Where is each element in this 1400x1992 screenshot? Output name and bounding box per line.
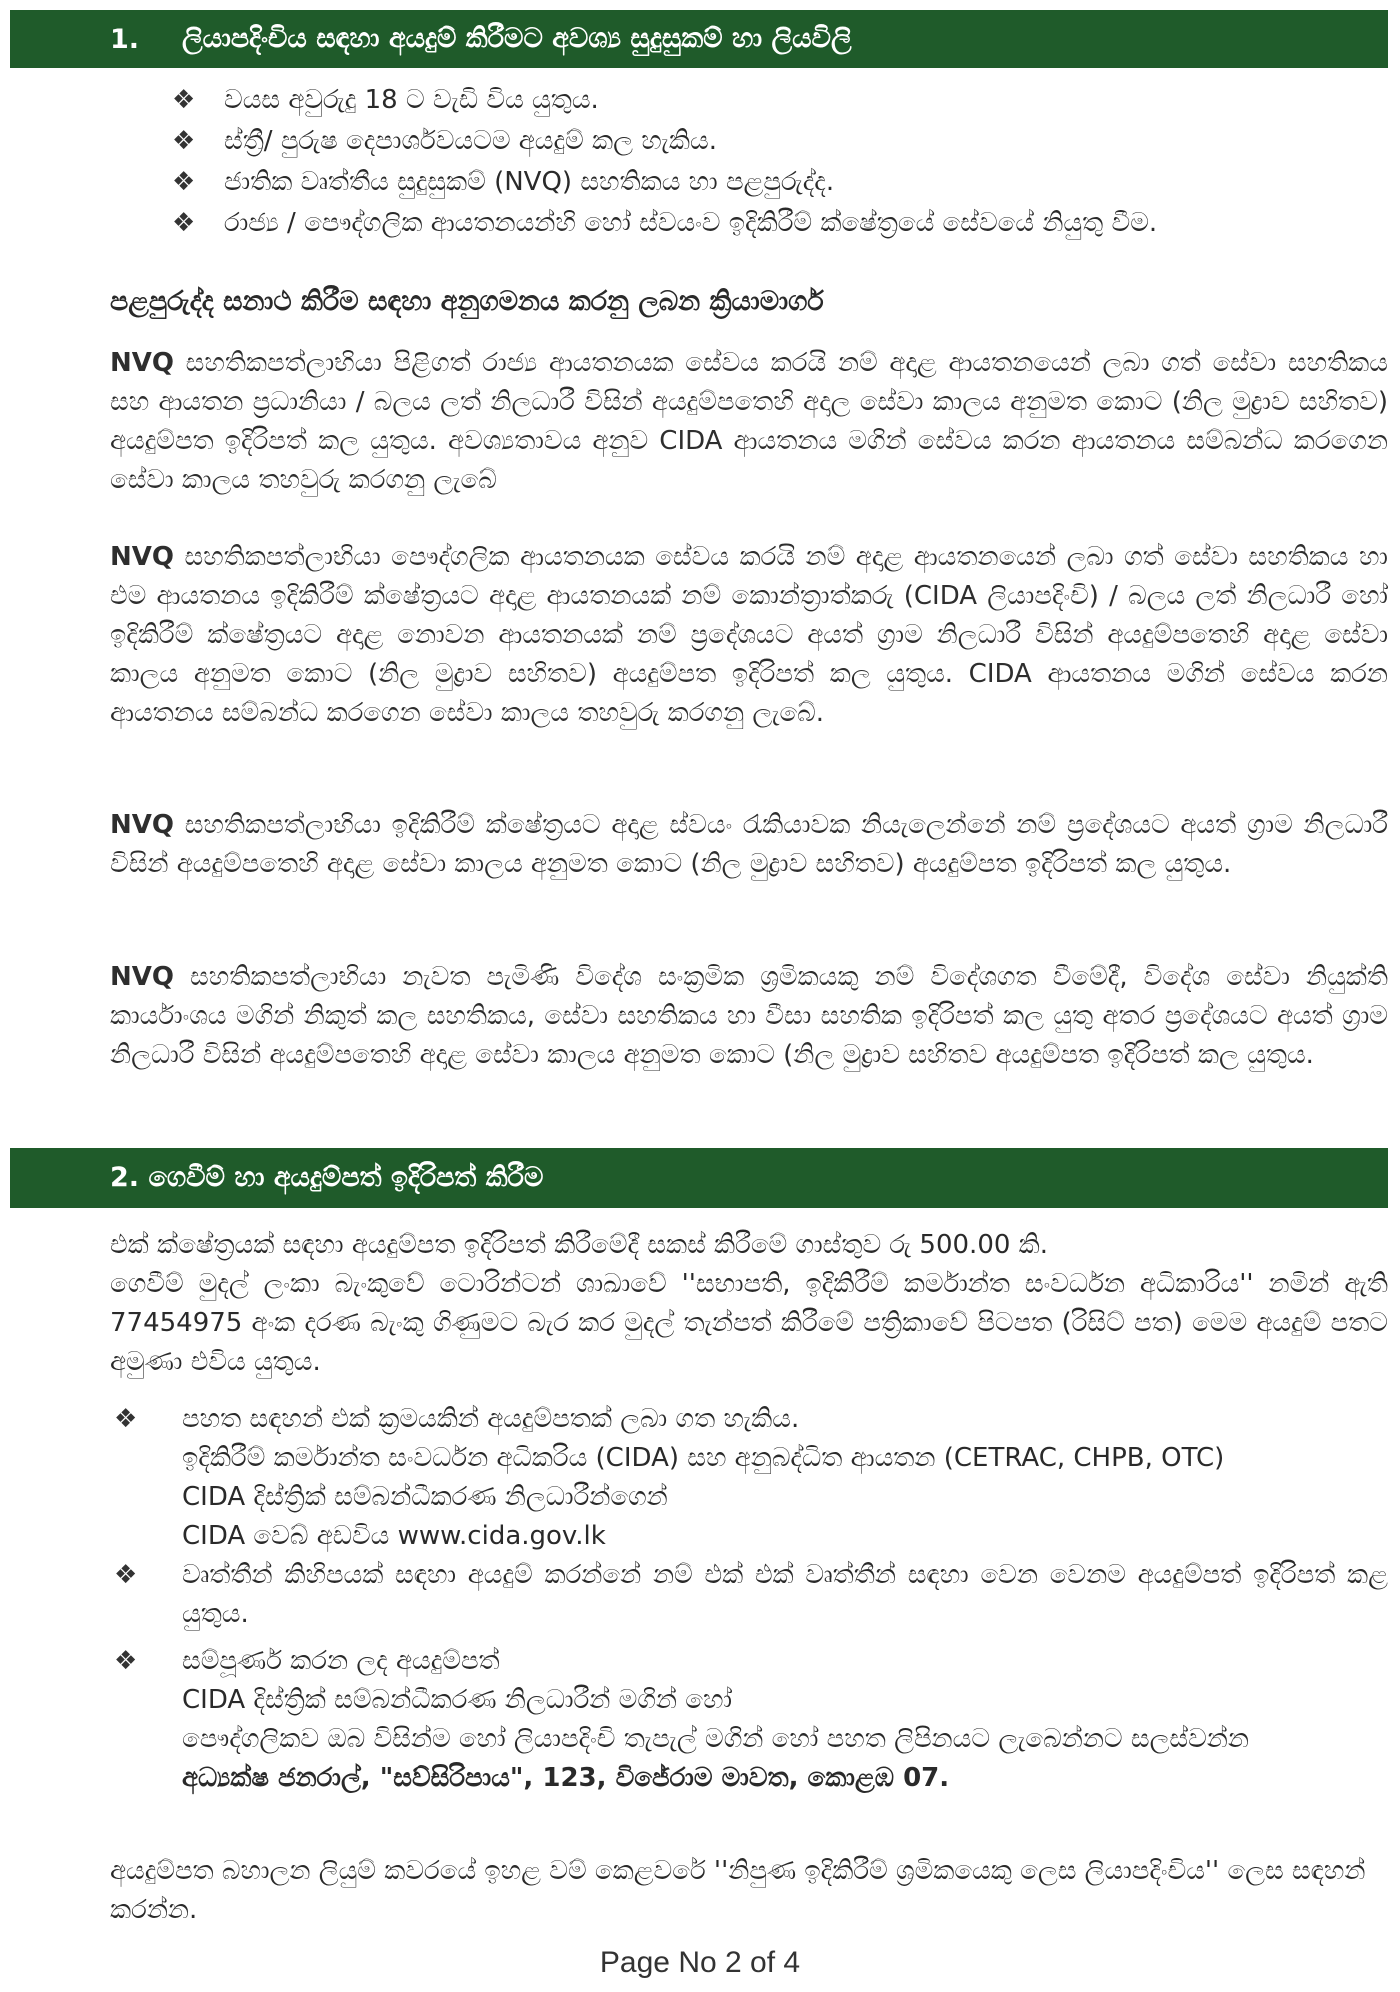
payment-line: ගෙවීම් මුදල් ලංකා බැංකුවේ ටොරින්ටන් ශාඛාවේ ''සභාපති, ඉදිකිරීම් කර්මාන්ත සංවර්ධන අධිකාරිය'' නමින් ඇති 77454975 අංක දරණ බැංකු ගිණුමට බැර කර මුදල් තැන්පත් කිරීමේ පත්‍රිකාවේ පිටපත (රිසිට් පත) මෙම අයදුම් පතට අමුණා එවිය යුතුය. xyxy=(110,1269,1388,1377)
experience-subheading: පළපුරුද්ද සනාථ කිරීම සඳහා අනුගමනය කරනු ලබන ක්‍රියාමාර්ග xyxy=(110,286,824,317)
website-text: CIDA වෙබ් අඩවිය www.cida.gov.lk xyxy=(182,1521,606,1551)
diamond-bullet-icon: ❖ xyxy=(114,1560,138,1590)
multiple-trades-item: ❖ වෘත්තීන් කිහිපයක් සඳහා අයදුම් කරන්නේ නම් එක් එක් වෘත්තීන් සඳහා වෙන වෙනම අයදුම්පත් ඉදිරිපත් කළ යුතුය. xyxy=(110,1556,1388,1634)
address-text: අධ්‍යක්ෂ ජනරාල්, "සව්සිරිපාය", 123, විජේරාම මාවත, කොළඹ 07. xyxy=(182,1763,950,1793)
diamond-bullet-icon: ❖ xyxy=(114,1404,138,1434)
paragraph-migrant-worker: NVQ සහතිකපත්ලාභියා නැවත පැමිණි විදේශ සංක්‍රමික ශ්‍රමිකයකු නම් විදේශගත වීමේදී, විදේශ සේවා නියුක්ති කාර්යාංශය මගින් නිකුත් කල සහතිකය, සේවා සහතිකය හා වීසා සහතික ඉදිරිපත් කල යුතු අතර ප්‍රදේශයට අයත් ග්‍රාම නිලධාරී විසින් අයදුම්පතෙහි අදාළ සේවා කාලය අනුමත කොට (නිල මුද්‍රාව සහිතව අයදුම්පත ඉදිරිපත් කල යුතුය. xyxy=(110,962,1388,1070)
diamond-bullet-icon: ❖ xyxy=(172,126,196,156)
fee-line: එක් ක්ෂේත්‍රයක් සඳහා අයදුම්පත ඉදිරිපත් කිරීමේදී සකස් කිරීමේ ගාස්තුව රු 500.00 කි. xyxy=(110,1230,1049,1260)
section-2-title: 2. ගෙවීම් හා අයදුම්පත් ඉදිරිපත් කිරීම xyxy=(110,1162,544,1193)
section-1-header xyxy=(10,10,1388,68)
page-number: Page No 2 of 4 xyxy=(599,1946,801,1979)
diamond-bullet-icon: ❖ xyxy=(172,85,196,115)
diamond-bullet-icon: ❖ xyxy=(172,208,196,238)
list-item: ❖ ජාතික වෘත්තීය සුදුසුකම් (NVQ) සහතිකය හා පළපුරුද්ද. xyxy=(172,162,1372,203)
list-item: ❖ රාජ්‍ය / පෞද්ගලික ආයතනයන්හි හෝ ස්වයංව ඉදිකිරීම් ක්ෂේත්‍රයේ සේවයේ නියුතු වීම. xyxy=(172,203,1372,244)
obtain-application-item: ❖ පහත සඳහන් එක් ක්‍රමයකින් අයදුම්පතක් ලබා ගත හැකිය. ඉදිකිරීම් කර්මාන්ත සංවර්ධන අධිකරිය (CIDA) සහ අනුබද්ධිත ආයතන (CETRAC, CHPB, OTC) CIDA දිස්ත්‍රික් සම්බන්ධීකරණ නිලධාරීන්ගෙන් CIDA වෙබ් අඩවිය www.cida.gov.lk xyxy=(110,1400,1388,1556)
section-2-header xyxy=(10,1148,1388,1208)
paragraph-private: NVQ සහතිකපත්ලාභියා පෞද්ගලික ආයතනයක සේවය කරයි නම් අදාළ ආයතනයෙන් ලබා ගත් සේවා සහතිකය හා එම ආයතනය ඉදිකිරීම් ක්ෂේත්‍රයට අදාළ ආයතනයක් නම් කොන්ත්‍රාත්කරු (CIDA ලියාපදිංචි) / බලය ලත් නිලධාරී හෝ ඉදිකිරීම් ක්ෂේත්‍රයට අදාළ නොවන ආයතනයක් නම් ප්‍රදේශයට අයත් ග්‍රාම නිලධාරී විසින් අයදුම්පතෙහි අදාළ සේවා කාලය අනුමත කොට (නිල මුද්‍රාව සහිතව) අයදුම්පත ඉදිරිපත් කල යුතුය. CIDA ආයතනය මගින් සේවය කරන ආයතනය සම්බන්ධ කරගෙන සේවා කාලය තහවුරු කරගනු ලැබේ. xyxy=(110,542,1388,728)
list-item: ❖ වයස අවුරුදු 18 ට වැඩි විය යුතුය. xyxy=(172,80,1372,121)
fee-details xyxy=(110,1226,1388,1382)
diamond-bullet-icon: ❖ xyxy=(172,167,196,197)
requirements-list xyxy=(172,80,1372,244)
submission-item: ❖ සම්පූර්ණ කරන ලද අයදුම්පත් CIDA දිස්ත්‍රික් සම්බන්ධීකරණ නිලධාරීන් මගින් හෝ පෞද්ගලිකව ඔබ විසින්ම හෝ ලියාපදිංචි තැපැල් මගින් හෝ පහත ලිපිනයට ලැබෙන්නට සලස්වන්න අධ්‍යක්ෂ ජනරාල්, "සව්සිරිපාය", 123, විජේරාම මාවත, කොළඹ 07. xyxy=(110,1642,1388,1798)
paragraph-government: NVQ සහතිකපත්ලාභියා පිළිගත් රාජ්‍ය ආයතනයක සේවය කරයි නම් අදාළ ආයතනයෙන් ලබා ගත් සේවා සහතිකය සහ ආයතන ප්‍රධානියා / බලය ලත් නිලධාරී විසින් අයදුම්පතෙහි අදාල සේවා කාලය අනුමත කොට (නිල මුද්‍රාව සහිතව) අයදුම්පත ඉදිරිපත් කල යුතුය. අවශ්‍යතාවය අනුව CIDA ආයතනය මගින් සේවය කරන ආයතනය සම්බන්ධ කරගෙන සේවා කාලය තහවුරු කරගනු ලැබේ xyxy=(110,348,1388,495)
paragraph-self-employed: NVQ සහතිකපත්ලාභියා ඉදිකිරීම් ක්ෂේත්‍රයට අදාළ ස්වයං රැකියාවක නියැලෙන්නේ නම් ප්‍රදේශයට අයත් ග්‍රාම නිලධාරී විසින් අයදුම්පතෙහි අදාළ සේවා කාලය අනුමත කොට (නිල මුද්‍රාව සහිතව) අයදුම්පත ඉදිරිපත් කල යුතුය. xyxy=(110,810,1388,879)
section-1-title: ලියාපදිංචිය සඳහා අයදුම් කිරීමට අවශ්‍ය සුදුසුකම් හා ලියවිලි xyxy=(182,23,852,54)
envelope-instruction: අයදුම්පත බහාලන ලියුම් කවරයේ ඉහළ වම් කෙළවරේ ''නිපුණ ඉදිකිරීම් ශ්‍රමිකයෙකු ලෙස ලියාපදිංචිය'' ලෙස සඳහන් කරන්න. xyxy=(110,1856,1366,1925)
list-item: ❖ ස්ත්‍රී/ පුරුෂ දෙපාර්ශවයටම අයදුම් කල හැකිය. xyxy=(172,121,1372,162)
section-1-number: 1. xyxy=(110,23,140,55)
diamond-bullet-icon: ❖ xyxy=(114,1646,138,1676)
